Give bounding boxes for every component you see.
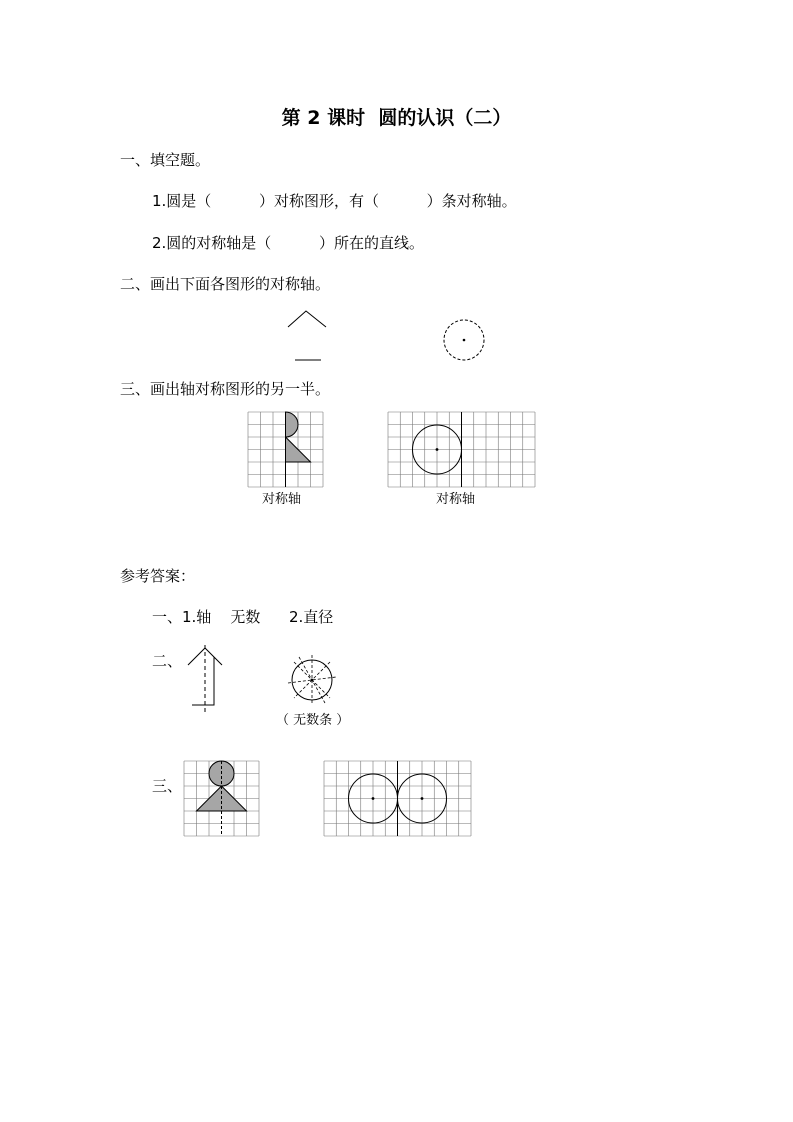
section-1-heading: 一、填空题。 — [120, 151, 211, 169]
circle-axes-note: （ 无数条 ） — [276, 713, 350, 728]
section-2-heading: 二、画出下面各图形的对称轴。 — [120, 275, 331, 293]
arrow-shape-figure — [282, 305, 334, 365]
axis-caption-right: 对称轴 — [436, 492, 476, 507]
axis-caption-left: 对称轴 — [262, 492, 302, 507]
section-3-heading: 三、画出轴对称图形的另一半。 — [120, 380, 331, 398]
answers-heading: 参考答案： — [120, 567, 196, 585]
answer-circle-figure — [285, 653, 339, 707]
question-2: 2.圆的对称轴是（ ）所在的直线。 — [152, 234, 424, 252]
half-circle-shape — [286, 412, 299, 437]
question-1: 1.圆是（ ）对称图形，有（ ）条对称轴。 — [152, 192, 517, 210]
answer-part-2-label: 二、 — [152, 652, 183, 670]
dashed-circle-figure — [440, 316, 490, 366]
answer-left-grid-figure — [184, 761, 260, 837]
answer-part-1: 一、1.轴 无数 2.直径 — [152, 608, 334, 626]
left-grid-figure — [248, 412, 324, 488]
right-grid-figure — [388, 412, 536, 488]
answer-part-3-label: 三、 — [152, 777, 183, 795]
answer-arrow-figure — [186, 645, 228, 715]
page-title: 第 2 课时 圆的认识（二） — [281, 107, 512, 129]
answer-right-grid-figure — [324, 761, 472, 837]
